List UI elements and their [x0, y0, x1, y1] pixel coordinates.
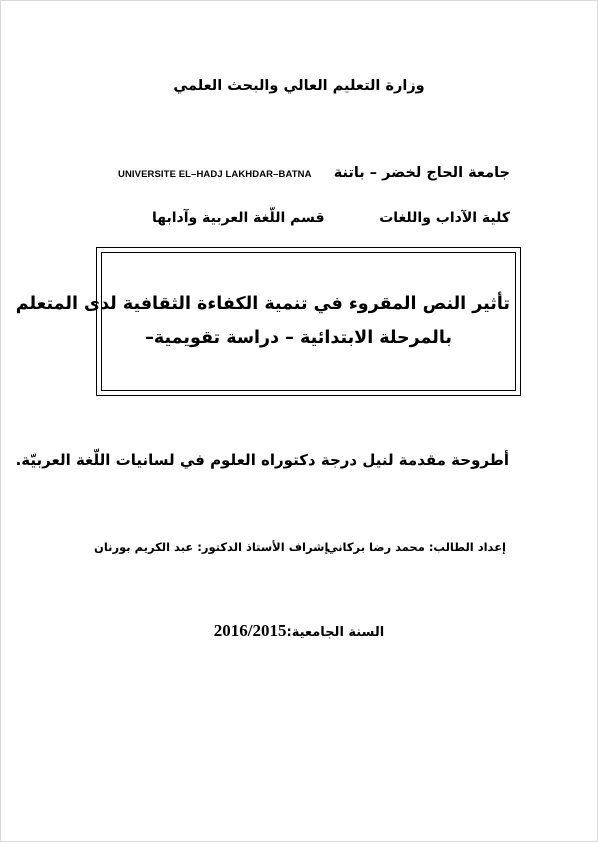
academic-year-label: السنة الجامعية: — [286, 625, 385, 640]
thesis-title-line-2: بالمرحلة الابتدائية – دراسة تقويمية– — [145, 328, 452, 348]
academic-year — [0, 621, 598, 641]
thesis-statement: أطروحة مقدمة لنيل درجة دكتوراه العلوم في لسانيات اللّغة العربيّة. — [15, 451, 509, 469]
title-frame-inner — [101, 252, 516, 391]
supervisor-name: إشراف الأستاذ الدكتور: عبد الكريم بورنان — [94, 540, 329, 554]
academic-year-value: 2016/2015 — [213, 621, 287, 640]
title-frame — [96, 247, 521, 396]
university-name-arabic: جامعة الحاج لخضر – باتنة — [333, 165, 510, 181]
faculty-name: كلية الآداب واللغات — [379, 210, 510, 226]
university-name-french: UNIVERSITE EL–HADJ LAKHDAR–BATNA — [118, 169, 312, 180]
department-name: قسم اللّغة العربية وآدابها — [152, 210, 325, 226]
thesis-title-line-1: تأثير النص المقروء في تنمية الكفاءة الثقافية لدى المتعلم — [15, 294, 510, 314]
ministry-heading: وزارة التعليم العالي والبحث العلمي — [173, 78, 425, 94]
student-name: إعداد الطالب: محمد رضا بركاني — [326, 540, 506, 554]
